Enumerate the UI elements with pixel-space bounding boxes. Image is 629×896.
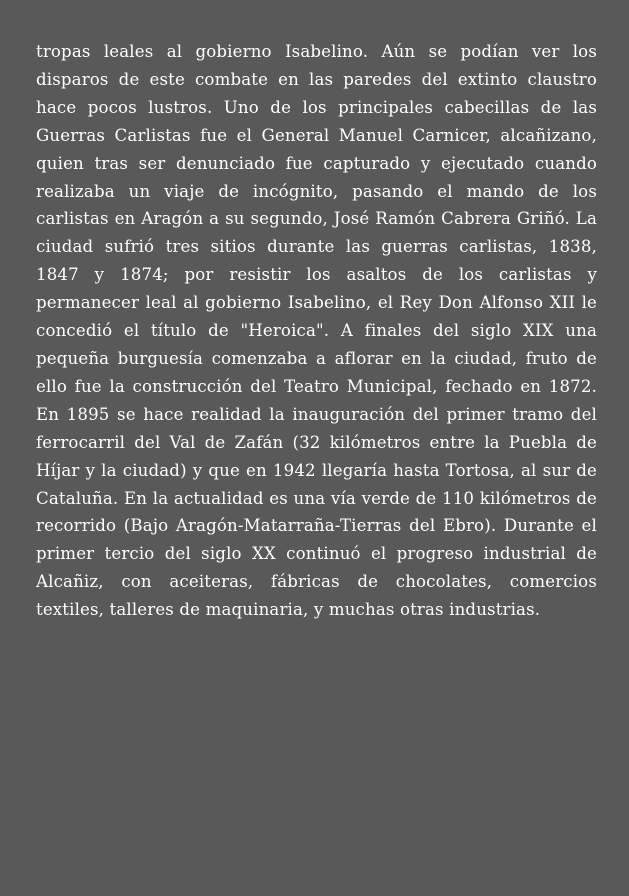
body-paragraph: tropas leales al gobierno Isabelino. Aún se podían ver los disparos de este combate en las paredes del extinto claustro hace pocos lustros. Uno de los principales cabecillas de las Guerras Carlistas fue el General Manuel Carnicer, alcañizano, quien tras ser denunciado fue capturado y ejecutado cuando realizaba un viaje de incógnito, pasando el mando de los carlistas en Aragón a su segundo, José Ramón Cabrera Griñó. La ciudad sufrió tres sitios durante las guerras carlistas, 1838, 1847 y 1874; por resistir los asaltos de los carlistas y permanecer leal al gobierno Isabelino, el Rey Don Alfonso XII le concedió el título de "Heroica". A finales del siglo XIX una pequeña burguesía comenzaba a aflorar en la ciudad, fruto de ello fue la construcción del Teatro Municipal, fechado en 1872. En 1895 se hace realidad la inauguración del primer tramo del ferrocarril del Val de Zafán (32 kilómetros entre la Puebla de Híjar y la ciudad) y que en 1942 llegaría hasta Tortosa, al sur de Cataluña. En la actualidad es una vía verde de 110 kilómetros de recorrido (Bajo Aragón-Matarraña-Tierras del Ebro). Durante el primer tercio del siglo XX continuó el progreso industrial de Alcañiz, con aceiteras, fábricas de chocolates, comercios textiles, talleres de maquinaria, y muchas otras industrias.	[36, 42, 597, 620]
